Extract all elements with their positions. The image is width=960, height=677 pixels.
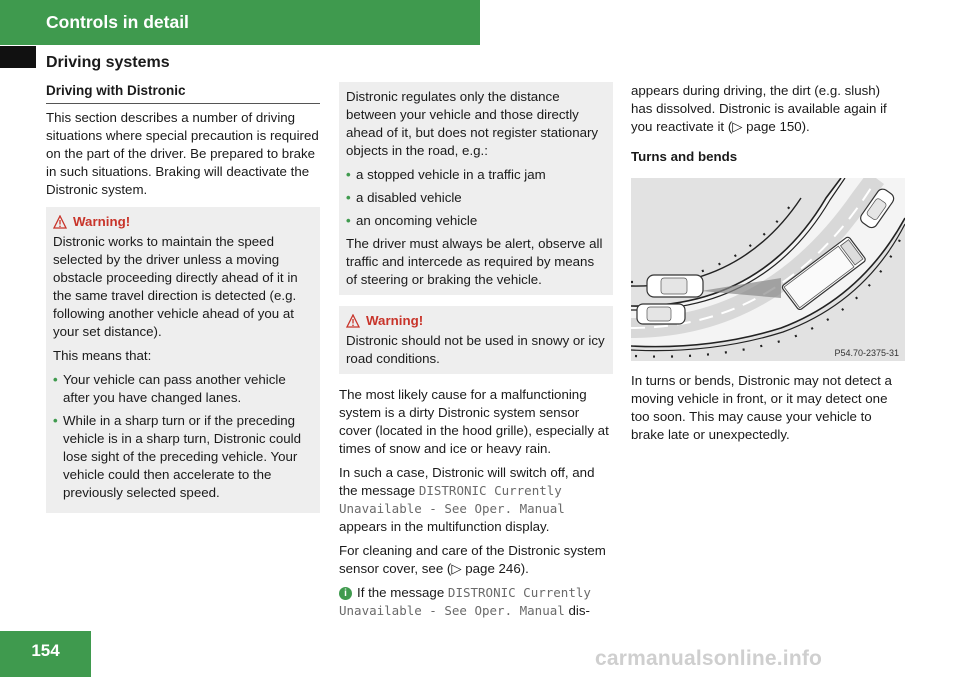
note-box (339, 82, 613, 295)
road-curve-drawing (631, 178, 905, 361)
warning-title (53, 213, 313, 231)
body-text (339, 386, 613, 620)
note-text: Distronic regulates only the distance between your vehicle and those directly ahead of it, but does not register stationary objects in the road, e.g.: (346, 89, 599, 158)
intro-paragraph: This section describes a number of driving situations where special precaution is required on the part of the driver. Be prepared to brake in such situations. Braking will deactivate the Distronic system. (46, 110, 319, 197)
display-message: DISTRONIC Currently Unavailable - See Oper. Manual (339, 585, 591, 618)
warning-title-text: Warning! (366, 313, 424, 328)
subsection-heading: Driving with Distronic (46, 82, 320, 104)
turns-heading: Turns and bends (631, 149, 738, 164)
chapter-header: Controls in detail (0, 0, 480, 45)
watermark: carmanualsonline.info (595, 647, 823, 670)
column-2 (339, 82, 613, 626)
warning-triangle-icon (346, 314, 360, 328)
bullet-item: • While in a sharp turn or if the preceding vehicle is in a sharp turn, Distronic could lose sight of the preceding vehicle. Your vehicle could then accelerate to the previously selected speed. (53, 412, 313, 502)
warning-box-2 (339, 306, 613, 374)
section-marker (0, 46, 36, 68)
bullet-item: • a disabled vehicle (346, 189, 606, 207)
warning-means: This means that: (53, 348, 152, 363)
warning-triangle-icon (53, 215, 67, 229)
column-1 (46, 109, 320, 513)
bullet-item: • a stopped vehicle in a traffic jam (346, 166, 606, 184)
note-bullets (346, 166, 606, 230)
warning-bullets (53, 371, 313, 502)
warning-text: Distronic works to maintain the speed selected by the driver unless a moving obstacle proceeding directly ahead of it in the same travel direction is detected (e.g. following another vehicle ahead of you at your set distance). (53, 234, 298, 339)
warning-box-1 (46, 207, 320, 513)
column-3 (631, 82, 905, 172)
curve-illustration (631, 178, 905, 361)
warning-title (346, 312, 606, 330)
bullet-item: • Your vehicle can pass another vehicle after you have changed lanes. (53, 371, 313, 407)
text-run: In such a case, Distronic will switch off, and the message (339, 465, 595, 498)
paragraph: The most likely cause for a malfunctioning system is a dirty Distronic system sensor cover (located in the hood grille), especially at times of snow and ice or heavy rain. (339, 387, 609, 456)
info-icon: i (339, 587, 352, 600)
figure-caption: In turns or bends, Distronic may not detect a moving vehicle in front, or it may detect one too soon. This may cause your vehicle to brake late or unexpectedly. (631, 373, 892, 442)
text-run: If the message (357, 585, 448, 600)
section-title: Driving systems (46, 54, 170, 71)
figure-code: P54.70-2375-31 (834, 348, 899, 358)
warning-text: Distronic should not be used in snowy or icy road conditions. (346, 333, 605, 366)
display-message: DISTRONIC Currently Unavailable - See Oper. Manual (339, 483, 565, 516)
text-run: dis- (564, 603, 590, 618)
warning-title-text: Warning! (73, 214, 131, 229)
info-note (339, 584, 613, 620)
note-footer: The driver must always be alert, observe all traffic and intercede as required by means of steering or braking the vehicle. (346, 236, 603, 287)
paragraph (339, 464, 613, 536)
paragraph: For cleaning and care of the Distronic system sensor cover, see (▷ page 246). (339, 543, 606, 576)
bullet-item: • an oncoming vehicle (346, 212, 606, 230)
page-number: 154 (0, 631, 91, 677)
text-run: appears in the multifunction display. (339, 519, 550, 534)
continued-paragraph: appears during driving, the dirt (e.g. slush) has dissolved. Distronic is available again if you reactivate it (▷ page 150). (631, 83, 887, 134)
figure-caption-block (631, 372, 905, 450)
